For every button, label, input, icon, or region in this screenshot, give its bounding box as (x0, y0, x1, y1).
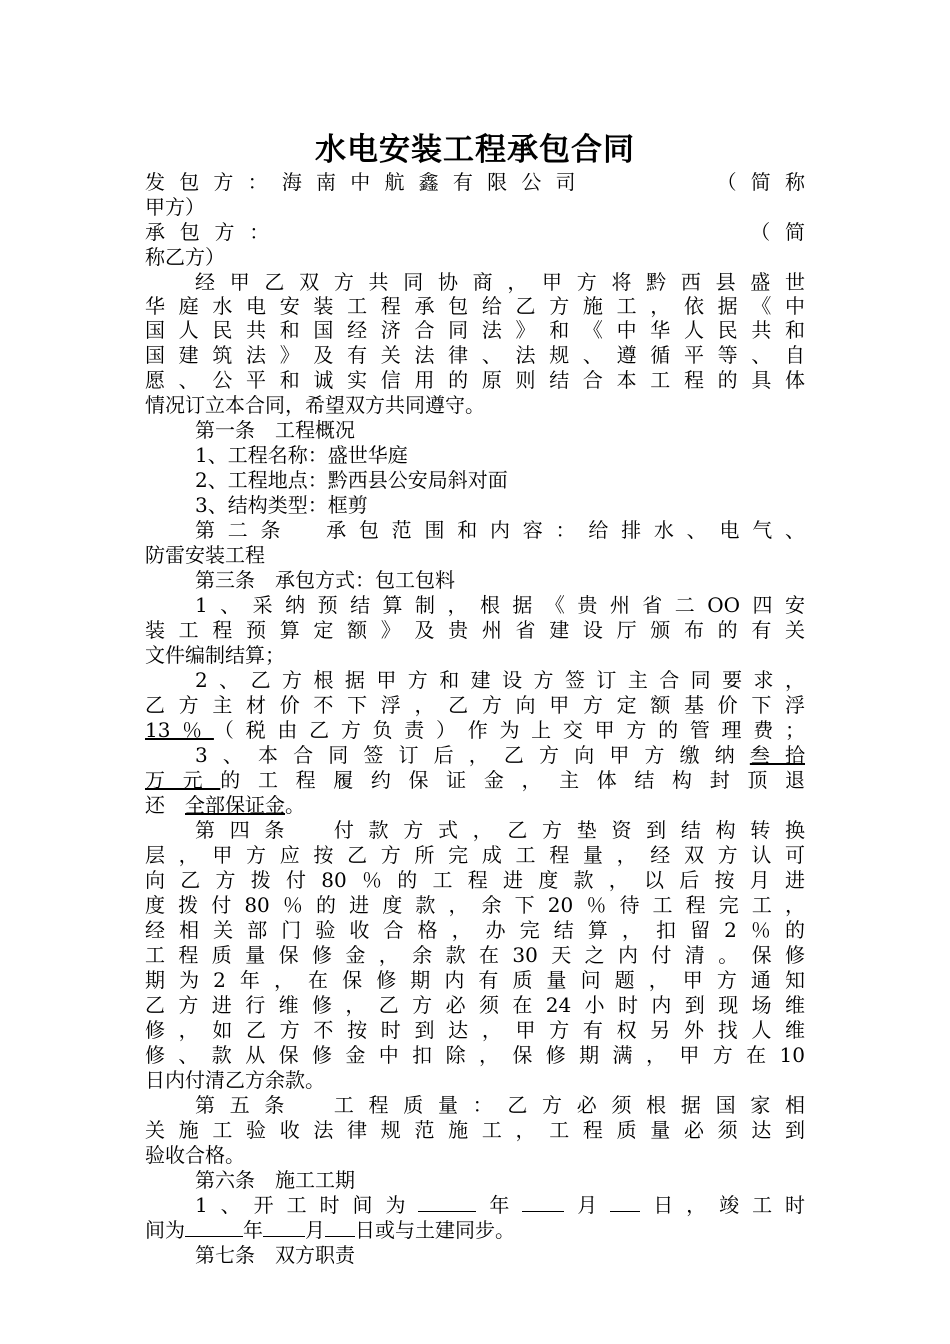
start-month-blank (522, 1193, 564, 1212)
article-4-line-7: 期为2年，在保修期内有质量问题，甲方通知 (145, 968, 805, 992)
article-3-item-2-end: 13％（税由乙方负责）作为上交甲方的管理费； (145, 718, 805, 742)
article-3-item-3: 3、本合同签订后，乙方向甲方缴纳叁拾 (195, 743, 805, 767)
article-3-item-1-end: 文件编制结算； (145, 643, 285, 667)
start-date-line: 1、开工时间为 年 月 日，竣工时 (195, 1193, 806, 1217)
refund-scope: 全部保证金 (185, 793, 285, 817)
article-5-line-2: 关施工验收法律规范施工，工程质量必须达到 (145, 1118, 805, 1142)
preamble-line-6: 情况订立本合同，希望双方共同遵守。 (145, 393, 485, 417)
article-6-heading: 第六条 施工工期 (195, 1168, 355, 1192)
end-year-blank (185, 1218, 243, 1237)
preamble-line-2: 华庭水电安装工程承包给乙方施工，依据《中 (145, 294, 805, 318)
article-3-heading: 第三条 承包方式：包工包料 (195, 568, 455, 592)
article-2-cont: 防雷安装工程 (145, 543, 265, 567)
article-3-item-3-cont: 万元的工程履约保证金，主体结构封顶退 (145, 768, 806, 792)
end-month-blank (263, 1218, 305, 1237)
start-day-blank (610, 1193, 640, 1212)
article-4-line-2: 层，甲方应按乙方所完成工程量，经双方认可 (145, 843, 805, 867)
party-a-short: 甲方） (145, 195, 205, 219)
article-3-item-1: 1、采纳预结算制，根据《贵州省二OO四安 (195, 593, 805, 617)
project-name: 1、工程名称：盛世华庭 (195, 443, 408, 467)
start-year-blank (418, 1193, 476, 1212)
article-3-item-2-cont: 乙方主材价不下浮，乙方向甲方定额基价下浮 (145, 693, 805, 717)
party-b-line: 承包方： （简 (145, 220, 805, 244)
article-5-heading: 第五条 工程质量：乙方必须根据国家相 (195, 1093, 805, 1117)
article-4-line-8: 乙方进行维修，乙方必须在24小时内到现场维 (145, 993, 805, 1017)
preamble-line-1: 经甲乙双方共同协商，甲方将黔西县盛世 (195, 270, 805, 294)
structure-type: 3、结构类型：框剪 (195, 493, 368, 517)
article-4-line-5: 经相关部门验收合格，办完结算，扣留2％的 (145, 918, 805, 942)
article-4-heading: 第四条 付款方式，乙方垫资到结构转换 (195, 818, 805, 842)
deposit-amount: 叁拾 (749, 743, 805, 767)
article-4-line-4: 度拨付80％的进度款，余下20％待工程完工， (145, 893, 805, 917)
party-b-short: 称乙方） (145, 245, 225, 269)
document-title: 水电安装工程承包合同 (315, 132, 635, 168)
article-4-line-11: 日内付清乙方余款。 (145, 1068, 325, 1092)
end-date-line: 间为 年 月 日或与土建同步。 (145, 1218, 515, 1242)
article-4-line-10: 修、款从保修金中扣除，保修期满，甲方在10 (145, 1043, 805, 1067)
preamble-line-4: 国建筑法》及有关法律、法规、遵循平等、自 (145, 343, 805, 367)
article-2-heading: 第二条 承包范围和内容：给排水、电气、 (195, 518, 805, 542)
article-7-heading: 第七条 双方职责 (195, 1243, 355, 1267)
preamble-line-3: 国人民共和国经济合同法》和《中华人民共和 (145, 318, 805, 342)
article-4-line-3: 向乙方拨付80％的工程进度款，以后按月进 (145, 868, 805, 892)
party-a-line: 发包方：海南中航鑫有限公司 （简称 (145, 170, 805, 194)
article-3-item-3-end: 还 全部保证金。 (145, 793, 305, 817)
discount-rate: 13％ (145, 718, 214, 742)
article-4-line-9: 修，如乙方不按时到达，甲方有权另外找人维 (145, 1018, 805, 1042)
preamble-line-5: 愿、公平和诚实信用的原则结合本工程的具体 (145, 368, 805, 392)
end-day-blank (325, 1218, 355, 1237)
article-3-item-2: 2、乙方根据甲方和建设方签订主合同要求， (195, 668, 805, 692)
article-4-line-6: 工程质量保修金，余款在30天之内付清。保修 (145, 943, 805, 967)
article-5-line-3: 验收合格。 (145, 1143, 245, 1167)
project-location: 2、工程地点：黔西县公安局斜对面 (195, 468, 508, 492)
article-3-item-1-cont: 装工程预算定额》及贵州省建设厅颁布的有关 (145, 618, 805, 642)
article-1-heading: 第一条 工程概况 (195, 418, 355, 442)
